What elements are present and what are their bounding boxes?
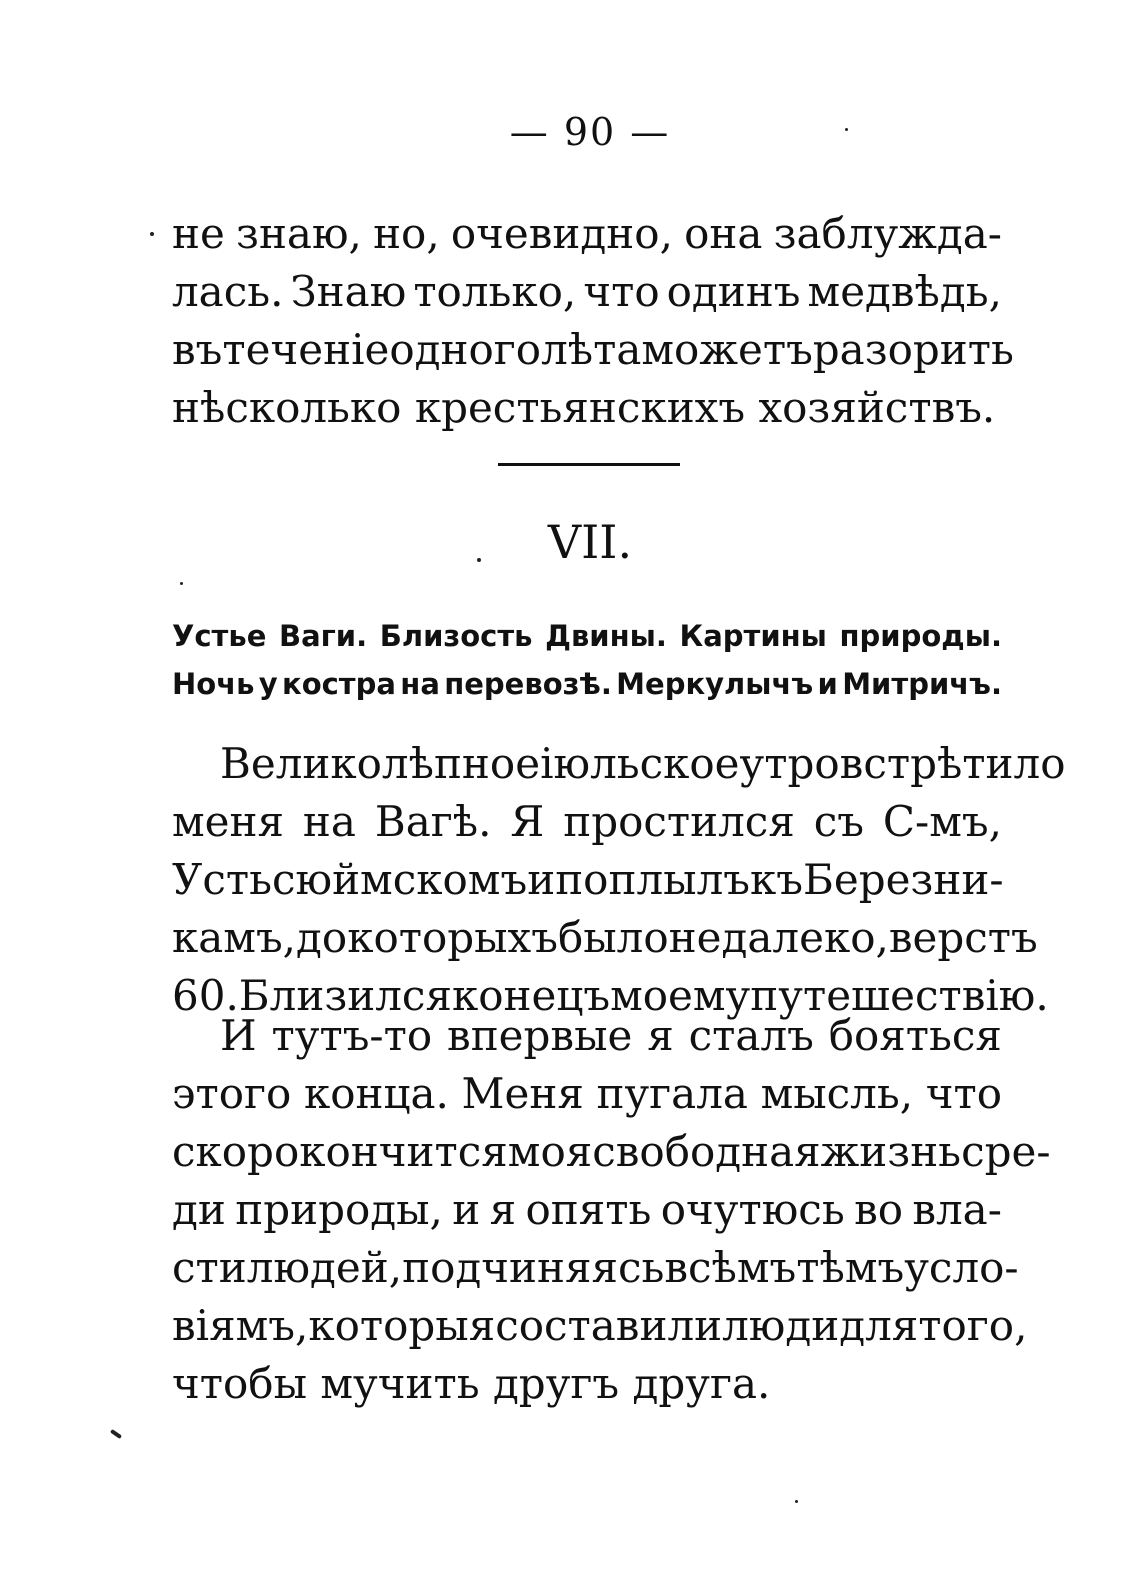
- chapter-summary: [172, 612, 1002, 708]
- summary-line: Устье Ваги. Близость Двины. Картины природы.: [172, 619, 1002, 653]
- body-paragraph-1: [172, 735, 1066, 1025]
- text-line: лась. Знаю только, что одинъ медвѣдь,: [172, 267, 1002, 316]
- body-paragraph-2: [172, 1007, 1051, 1413]
- section-divider: [498, 463, 680, 466]
- scan-speck: [845, 128, 848, 131]
- page-number: — 90 —: [509, 110, 671, 154]
- text-line: меня на Вагѣ. Я простился съ С-мъ,: [172, 797, 1002, 846]
- scan-speck: [477, 558, 481, 562]
- text-line: нѣсколько крестьянскихъ хозяйствъ.: [172, 383, 996, 432]
- text-line: Великолѣпное іюльское утро встрѣтило: [220, 739, 1066, 788]
- scan-speck: [110, 1429, 122, 1439]
- scan-speck: [795, 1500, 798, 1503]
- text-line: скоро кончится моя свободная жизнь сре-: [172, 1127, 1051, 1176]
- text-line: віямъ, которыя составили люди для того,: [172, 1301, 1028, 1350]
- chapter-number: VII.: [547, 515, 633, 569]
- text-line: сти людей, подчиняясь всѣмъ тѣмъ усло-: [172, 1243, 1019, 1292]
- text-line: ди природы, и я опять очутюсь во вла-: [172, 1185, 1002, 1234]
- text-line: Устьсюймскомъ и поплылъ къ Березни-: [172, 855, 1004, 904]
- text-line: въ теченіе одного лѣта можетъ разорить: [172, 325, 1014, 374]
- text-line: 60. Близился конецъ моему путешествію.: [172, 971, 1049, 1020]
- text-line: этого конца. Меня пугала мысль, что: [172, 1069, 1002, 1118]
- text-line: камъ, до которыхъ было недалеко, верстъ: [172, 913, 1038, 962]
- text-line: не знаю, но, очевидно, она заблужда-: [172, 209, 1002, 258]
- text-line: И тутъ-то впервые я сталъ бояться: [220, 1011, 1002, 1060]
- summary-line: Ночь у костра на перевозѣ. Меркулычъ и Митричъ.: [172, 667, 1002, 701]
- scan-speck: [150, 232, 154, 236]
- text-line: чтобы мучить другъ друга.: [172, 1359, 771, 1408]
- top-paragraph: [172, 205, 1014, 437]
- scan-speck: [180, 582, 183, 585]
